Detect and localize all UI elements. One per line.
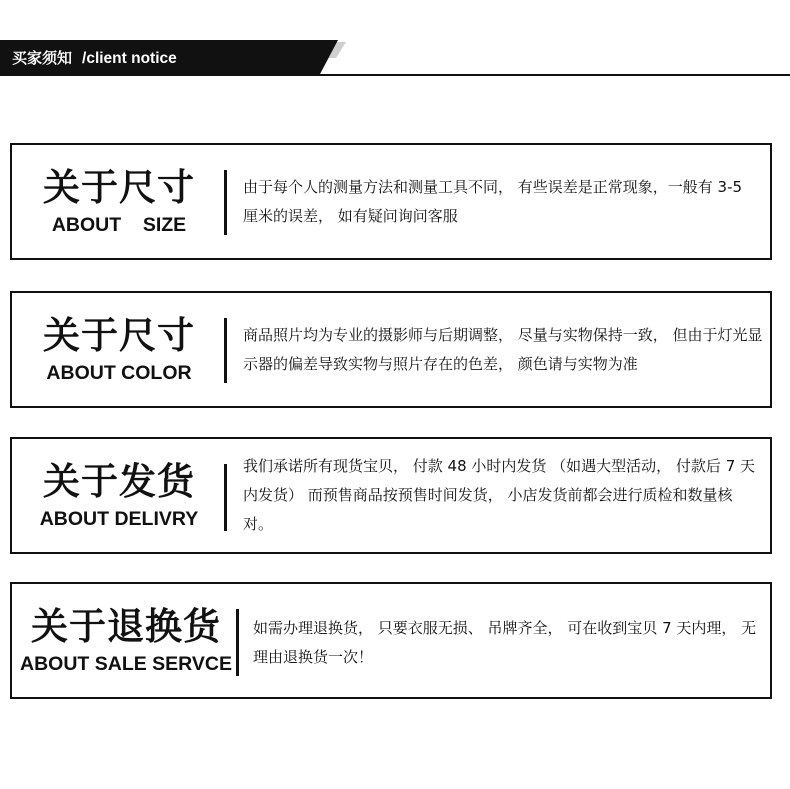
card-subtitle: ABOUT COLOR	[46, 362, 192, 384]
notice-header	[0, 40, 346, 76]
card-heading	[16, 315, 222, 385]
card-subtitle: ABOUT SALE SERVCE	[19, 653, 232, 675]
card-divider	[224, 170, 227, 235]
notice-card-delivery	[10, 437, 772, 554]
notice-card-after-sale	[10, 582, 772, 699]
card-subtitle: ABOUT SIZE	[51, 214, 187, 236]
card-description: 商品照片均为专业的摄影师与后期调整， 尽量与实物保持一致， 但由于灯光显示器的偏差导致实物与照片存在的色差， 颜色请与实物为准	[243, 326, 763, 373]
notice-card-size	[10, 143, 772, 260]
card-title: 关于退换货	[31, 605, 221, 648]
header-title	[12, 40, 177, 76]
card-heading	[16, 461, 222, 531]
card-heading	[16, 167, 222, 237]
header-title-cn: 买家须知	[12, 49, 73, 67]
card-title: 关于发货	[43, 460, 195, 503]
card-description: 如需办理退换货， 只要衣服无损、 吊牌齐全， 可在收到宝贝 7 天内理， 无理由退换货一次！	[253, 619, 757, 666]
card-divider	[224, 464, 227, 531]
card-title: 关于尺寸	[43, 314, 195, 357]
header-underline	[0, 74, 790, 76]
card-divider	[236, 609, 239, 676]
card-divider	[224, 318, 227, 383]
card-description: 由于每个人的测量方法和测量工具不同， 有些误差是正常现象，一般有 3-5 厘米的误差， 如有疑问询问客服	[243, 178, 743, 225]
card-description: 我们承诺所有现货宝贝， 付款 48 小时内发货 （如遇大型活动， 付款后 7 天内发货） 而预售商品按预售时间发货， 小店发货前都会进行质检和数量核对。	[243, 457, 756, 533]
card-heading	[14, 606, 238, 676]
header-title-en: /client notice	[82, 50, 177, 67]
notice-card-color	[10, 291, 772, 408]
card-subtitle: ABOUT DELIVRY	[39, 508, 199, 530]
card-title: 关于尺寸	[43, 166, 195, 209]
